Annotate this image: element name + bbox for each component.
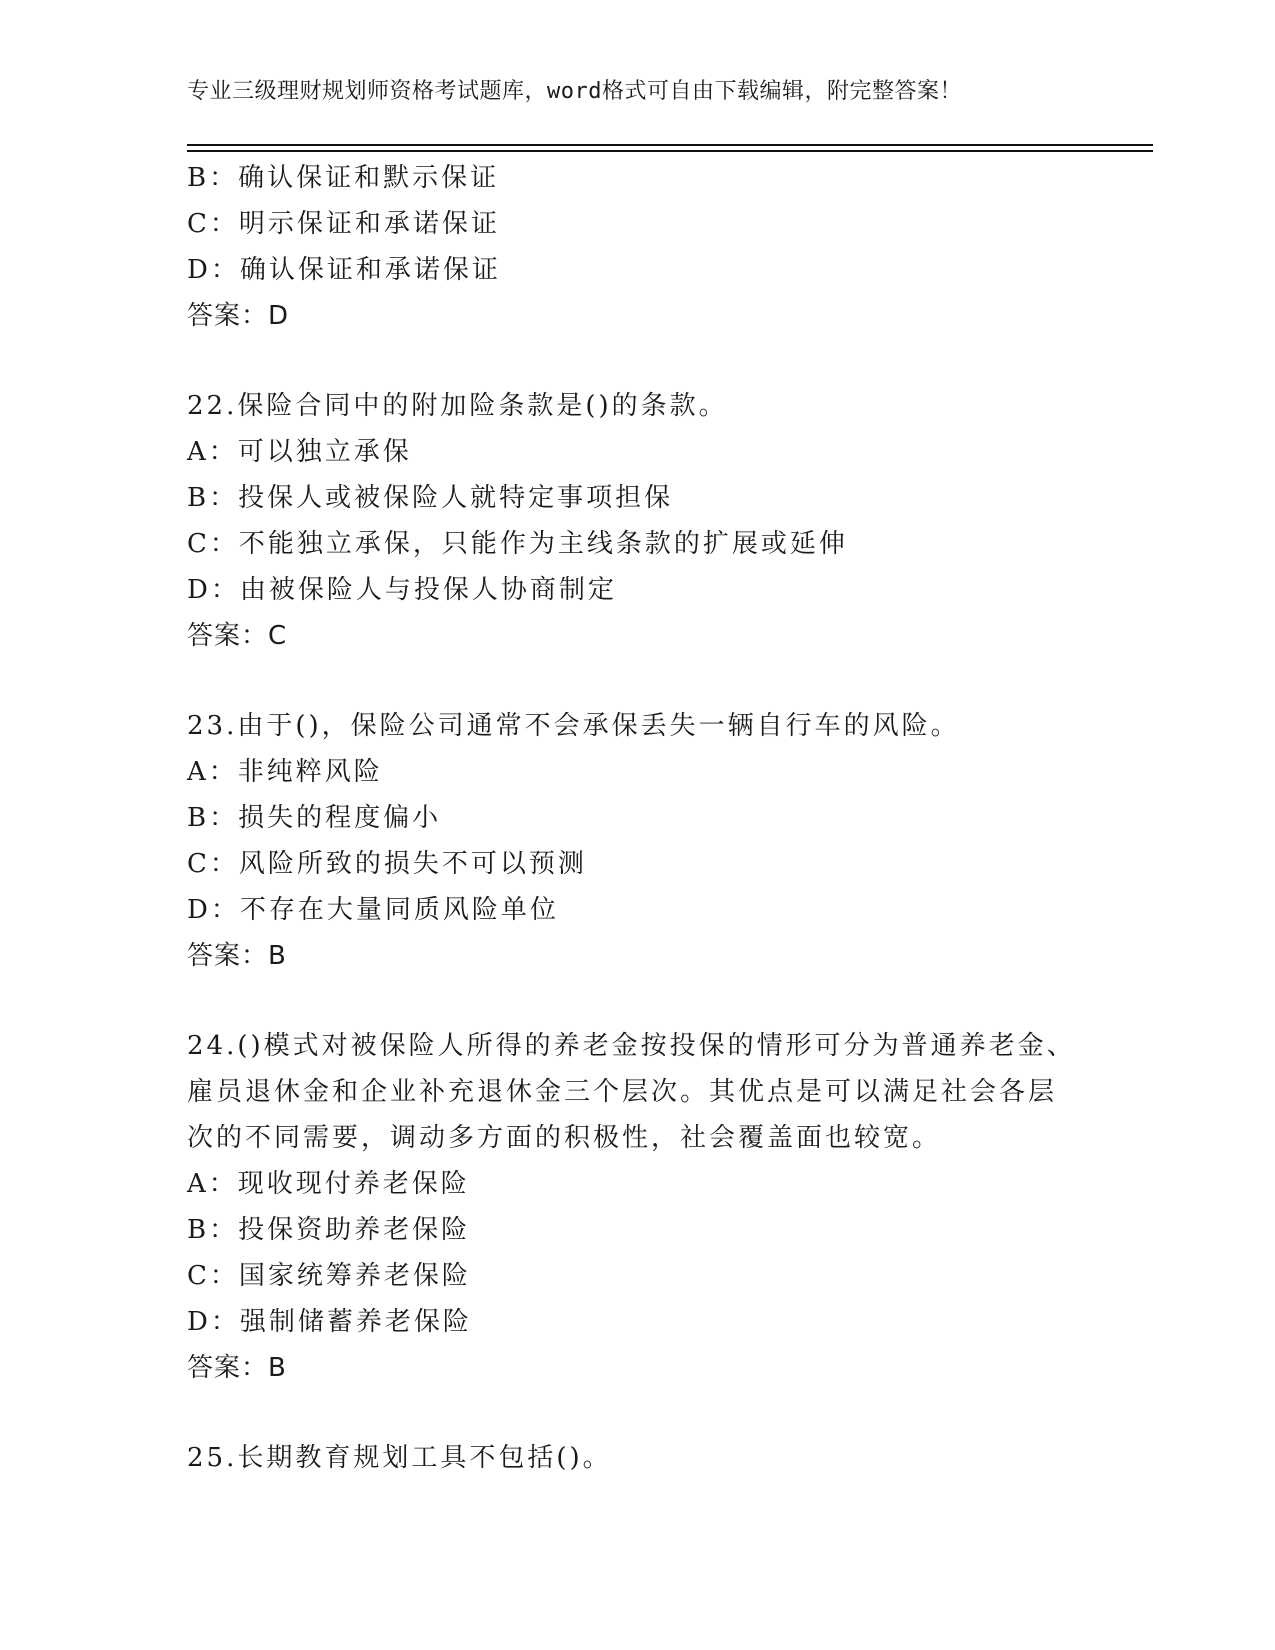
question-23 — [187, 703, 1087, 979]
option-c: C：明示保证和承诺保证 — [187, 209, 500, 239]
question-stem: 25.长期教育规划工具不包括()。 — [187, 1443, 612, 1473]
answer-line: 答案：C — [187, 621, 288, 651]
option-b: B：投保人或被保险人就特定事项担保 — [187, 483, 674, 513]
option-d: D：强制储蓄养老保险 — [187, 1307, 472, 1337]
option-d: D：确认保证和承诺保证 — [187, 255, 501, 285]
question-22 — [187, 383, 1087, 659]
question-stem: 22.保险合同中的附加险条款是()的条款。 — [187, 391, 728, 421]
option-c: C：风险所致的损失不可以预测 — [187, 849, 587, 879]
question-25 — [187, 1435, 1087, 1481]
answer-line: 答案：D — [187, 301, 290, 331]
header-divider-top — [187, 144, 1153, 146]
option-d: D：由被保险人与投保人协商制定 — [187, 575, 617, 605]
question-stem-line-3: 次的不同需要，调动多方面的积极性，社会覆盖面也较宽。 — [187, 1123, 942, 1153]
header-divider-bottom — [187, 150, 1153, 152]
previous-question-block — [187, 155, 1087, 339]
option-c: C：不能独立承保，只能作为主线条款的扩展或延伸 — [187, 529, 848, 559]
page-header: 专业三级理财规划师资格考试题库，word格式可自由下载编辑，附完整答案！ — [187, 79, 962, 104]
answer-line: 答案：B — [187, 941, 287, 971]
option-b: B：投保资助养老保险 — [187, 1215, 471, 1245]
option-b: B：确认保证和默示保证 — [187, 163, 500, 193]
option-a: A：可以独立承保 — [187, 437, 412, 467]
option-d: D：不存在大量同质风险单位 — [187, 895, 559, 925]
question-24 — [187, 1023, 1087, 1391]
question-stem: 23.由于()，保险公司通常不会承保丢失一辆自行车的风险。 — [187, 711, 960, 741]
question-content — [187, 155, 1087, 1481]
option-c: C：国家统筹养老保险 — [187, 1261, 471, 1291]
question-stem-line-1: 24.()模式对被保险人所得的养老金按投保的情形可分为普通养老金、 — [187, 1031, 1076, 1061]
question-stem-line-2: 雇员退休金和企业补充退休金三个层次。其优点是可以满足社会各层 — [187, 1077, 1058, 1107]
option-a: A：非纯粹风险 — [187, 757, 383, 787]
answer-line: 答案：B — [187, 1353, 287, 1383]
option-b: B：损失的程度偏小 — [187, 803, 442, 833]
option-a: A：现收现付养老保险 — [187, 1169, 470, 1199]
